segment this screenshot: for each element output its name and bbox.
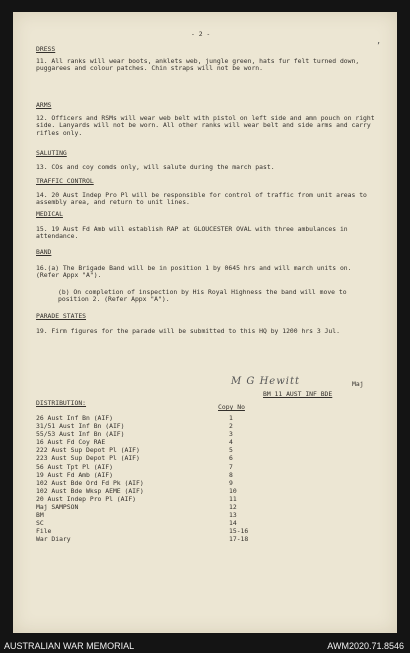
copy-number-header: Copy No	[218, 403, 245, 411]
copy-number: 6	[229, 454, 233, 463]
margin-mark: ’	[376, 41, 381, 50]
paragraph-15: 15. 19 Aust Fd Amb will establish RAP at GLOUCESTER OVAL with three ambulances in attendance.	[36, 225, 348, 241]
copy-number: 1	[229, 414, 233, 422]
page-number: - 2 -	[191, 30, 211, 38]
section-heading-arms: ARMS	[36, 101, 52, 109]
copy-number: 9	[229, 478, 233, 487]
copy-number: 17-18	[229, 535, 249, 544]
copy-number: 15-16	[229, 527, 249, 536]
copy-number: 12	[229, 503, 237, 512]
distribution-row: 102 Aust Bde Wksp AEME (AIF)	[36, 486, 144, 495]
copy-number: 14	[229, 519, 237, 528]
section-heading-medical: MEDICAL	[36, 210, 63, 218]
distribution-row: File	[36, 527, 52, 536]
copy-number: 10	[229, 486, 237, 495]
distribution-row: 31/51 Aust Inf Bn (AIF)	[36, 422, 125, 431]
copy-number: 5	[229, 446, 233, 455]
signature-unit: BM 11 AUST INF BDE	[263, 390, 333, 398]
footer-accession-number: AWM2020.71.8546	[327, 641, 404, 651]
section-heading-saluting: SALUTING	[36, 149, 67, 157]
copy-number: 3	[229, 430, 233, 439]
distribution-row: War Diary	[36, 535, 71, 544]
distribution-list	[36, 415, 144, 545]
distribution-row: SC	[36, 519, 44, 528]
copy-number: 4	[229, 438, 233, 447]
distribution-row: 26 Aust Inf Bn (AIF)	[36, 414, 113, 422]
section-heading-traffic-control: TRAFFIC CONTROL	[36, 177, 94, 185]
copy-number: 11	[229, 494, 237, 503]
distribution-row: 222 Aust Sup Depot Pl (AIF)	[36, 446, 140, 455]
copy-number-list	[229, 415, 248, 545]
handwritten-signature: M G Hewitt	[231, 376, 301, 387]
signature-rank: Maj	[352, 380, 364, 388]
paragraph-16a: 16.(a) The Brigade Band will be in position 1 by 0645 hrs and will march units on. (Refer Appx "A").	[36, 264, 352, 280]
copy-number: 13	[229, 511, 237, 520]
paragraph-16b: (b) On completion of inspection by His Royal Highness the band will move to position 2. (Refer Appx "A").	[58, 288, 347, 304]
distribution-row: 102 Aust Bde Ord Fd Pk (AIF)	[36, 478, 144, 487]
distribution-row: BM	[36, 511, 44, 520]
distribution-row: Maj SAMPSON	[36, 503, 79, 512]
copy-number: 2	[229, 422, 233, 431]
section-heading-dress: DRESS	[36, 45, 56, 53]
footer-institution: AUSTRALIAN WAR MEMORIAL	[4, 641, 135, 651]
paragraph-11: 11. All ranks will wear boots, anklets web, jungle green, hats fur felt turned down, puggarees and colour patches. Chin straps will not be worn.	[36, 57, 360, 73]
paragraph-12: 12. Officers and RSMs will wear web belt with pistol on left side and amn pouch on right side. Lanyards will not be worn. All other ranks will wear belt and side arms and carry rifles only.	[36, 114, 375, 137]
paragraph-14: 14. 20 Aust Indep Pro Pl will be responsible for control of traffic from unit areas to assembly area, and return to unit lines.	[36, 191, 367, 207]
document-page	[13, 12, 397, 633]
paragraph-13: 13. COs and coy comds only, will salute during the march past.	[36, 163, 275, 171]
section-heading-parade-states: PARADE STATES	[36, 312, 87, 320]
paragraph-19: 19. Firm figures for the parade will be submitted to this HQ by 1200 hrs 3 Jul.	[36, 327, 340, 335]
distribution-row: 16 Aust Fd Coy RAE	[36, 438, 106, 447]
distribution-row: 19 Aust Fd Amb (AIF)	[36, 470, 113, 479]
copy-number: 7	[229, 462, 233, 471]
archive-footer	[0, 638, 410, 653]
distribution-title: DISTRIBUTION:	[36, 399, 87, 407]
section-heading-band: BAND	[36, 248, 52, 256]
distribution-row: 20 Aust Indep Pro Pl (AIF)	[36, 494, 137, 503]
copy-number: 8	[229, 470, 233, 479]
distribution-row: 55/53 Aust Inf Bn (AIF)	[36, 430, 125, 439]
document-body	[13, 12, 397, 633]
distribution-row: 56 Aust Tpt Pl (AIF)	[36, 462, 113, 471]
distribution-row: 223 Aust Sup Depot Pl (AIF)	[36, 454, 140, 463]
